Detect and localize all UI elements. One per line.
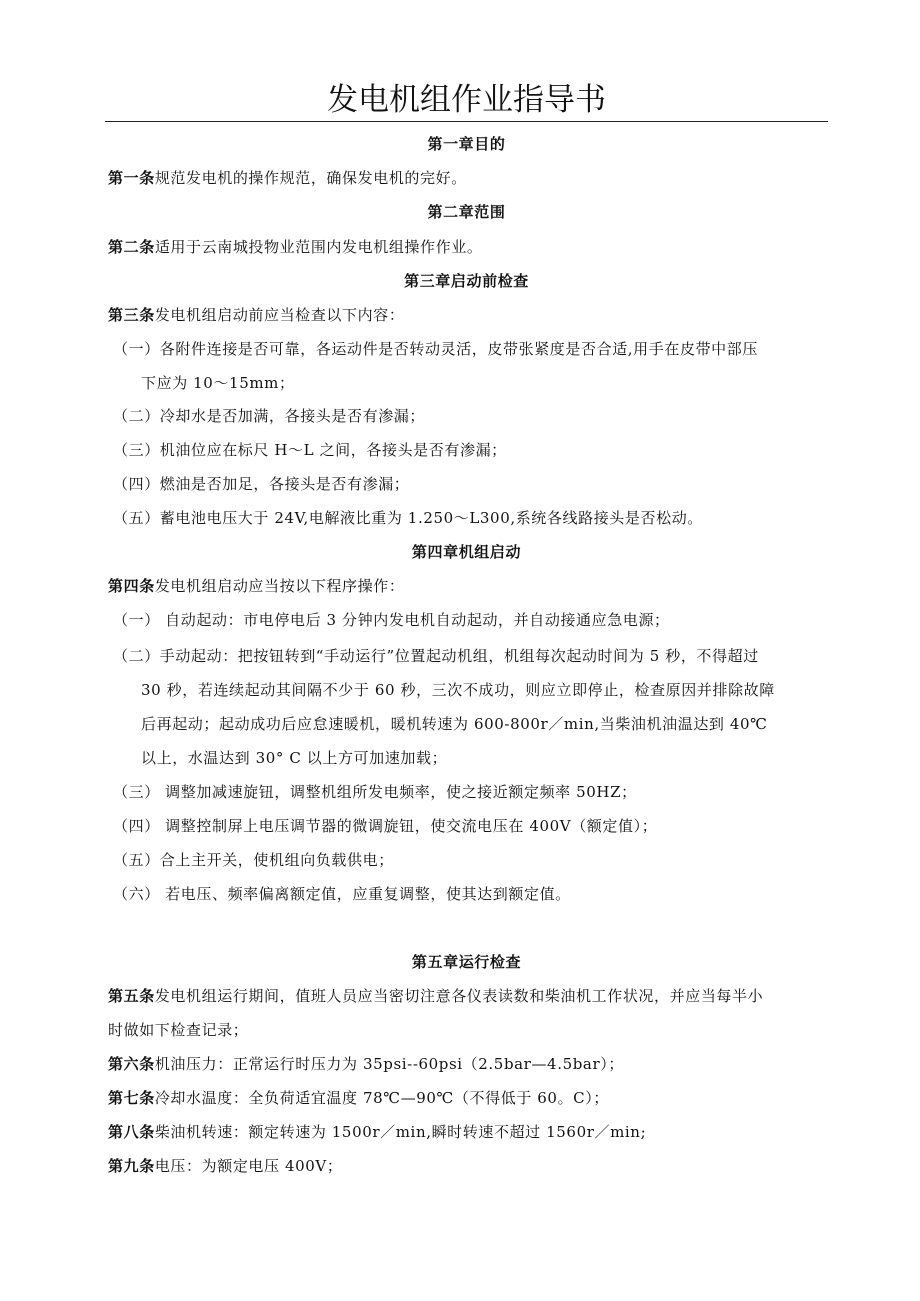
- article-4-item-2: （二）手动起动：把按钮转到“手动运行”位置起动机组，机组每次起动时间为 5 秒，不得超过: [113, 647, 759, 665]
- article-1-text: 规范发电机的操作规范，确保发电机的完好。: [154, 169, 467, 187]
- title-underline: [105, 121, 828, 122]
- article-4-label: 第四条: [108, 577, 155, 595]
- article-4: [108, 575, 404, 597]
- article-5-text: 发电机组运行期间，值班人员应当密切注意各仪表读数和柴油机工作状况，并应当每半小: [154, 987, 764, 1005]
- article-4-item-5: （五）合上主开关，使机组向负载供电；: [113, 851, 394, 869]
- article-4-item-2-cont-2: 后再起动；起动成功后应怠速暖机，暖机转速为 600-800r／min,当柴油机油温达到 40℃: [141, 715, 768, 733]
- article-5-cont: 时做如下检查记录；: [108, 1021, 249, 1039]
- chapter-3-heading: 第三章启动前检查: [404, 272, 529, 290]
- chapter-1-heading: 第一章目的: [427, 135, 506, 153]
- article-7: [108, 1087, 609, 1109]
- article-3-item-1: （一）各附件连接是否可靠，各运动件是否转动灵活，皮带张紧度是否合适,用手在皮带中部压: [113, 340, 758, 358]
- article-7-text: 冷却水温度：全负荷适宜温度 78℃—90℃（不得低于 60。C）；: [154, 1089, 609, 1107]
- article-5-label: 第五条: [108, 987, 155, 1005]
- article-3-item-2: （二）冷却水是否加满，各接头是否有渗漏；: [113, 407, 426, 425]
- article-2-text: 适用于云南城投物业范围内发电机组操作作业。: [154, 238, 483, 256]
- article-9-label: 第九条: [108, 1157, 155, 1175]
- article-9-text: 电压：为额定电压 400V；: [154, 1157, 343, 1175]
- article-4-item-2-cont-3: 以上，水温达到 30° C 以上方可加速加载；: [141, 749, 448, 767]
- article-4-item-1: （一） 自动起动：市电停电后 3 分钟内发电机自动起动，并自动接通应急电源；: [113, 611, 670, 629]
- article-3-label: 第三条: [108, 306, 155, 324]
- article-6-label: 第六条: [108, 1055, 155, 1073]
- article-6-text: 机油压力：正常运行时压力为 35psi--60psi（2.5bar—4.5bar）；: [154, 1055, 624, 1073]
- article-3-item-1-cont: 下应为 10～15mm；: [141, 374, 295, 392]
- article-3-item-4: （四）燃油是否加足，各接头是否有渗漏；: [113, 475, 410, 493]
- article-2: [108, 236, 482, 258]
- article-6: [108, 1053, 624, 1075]
- article-2-label: 第二条: [108, 238, 155, 256]
- article-3-item-3: （三）机油位应在标尺 H～L 之间，各接头是否有渗漏；: [113, 441, 507, 459]
- article-1-label: 第一条: [108, 169, 155, 187]
- article-3: [108, 304, 404, 326]
- chapter-5-heading: 第五章运行检查: [411, 953, 522, 971]
- document-title: 发电机组作业指导书: [327, 82, 606, 118]
- article-4-item-6: （六） 若电压、频率偏离额定值，应重复调整，使其达到额定值。: [113, 885, 571, 903]
- article-4-text: 发电机组启动应当按以下程序操作：: [154, 577, 405, 595]
- chapter-2-heading: 第二章范围: [427, 203, 506, 221]
- article-4-item-4: （四） 调整控制屏上电压调节器的微调旋钮，使交流电压在 400V（额定值）；: [113, 817, 658, 835]
- article-4-item-3: （三） 调整加减速旋钮，调整机组所发电频率，使之接近额定频率 50HZ；: [113, 783, 637, 801]
- article-8: [108, 1121, 646, 1143]
- article-1: [108, 167, 467, 189]
- article-3-item-5: （五）蓄电池电压大于 24V,电解液比重为 1.250～L300,系统各线路接头是否松动。: [113, 509, 703, 527]
- article-3-text: 发电机组启动前应当检查以下内容：: [154, 306, 405, 324]
- article-7-label: 第七条: [108, 1089, 155, 1107]
- article-8-text: 柴油机转速：额定转速为 1500r／min,瞬时转速不超过 1560r／min;: [154, 1123, 647, 1141]
- article-8-label: 第八条: [108, 1123, 155, 1141]
- article-9: [108, 1155, 342, 1177]
- chapter-4-heading: 第四章机组启动: [411, 543, 522, 561]
- article-5: [108, 985, 763, 1007]
- article-4-item-2-cont-1: 30 秒，若连续起动其间隔不少于 60 秒，三次不成功，则应立即停止，检查原因并排除故障: [141, 681, 775, 699]
